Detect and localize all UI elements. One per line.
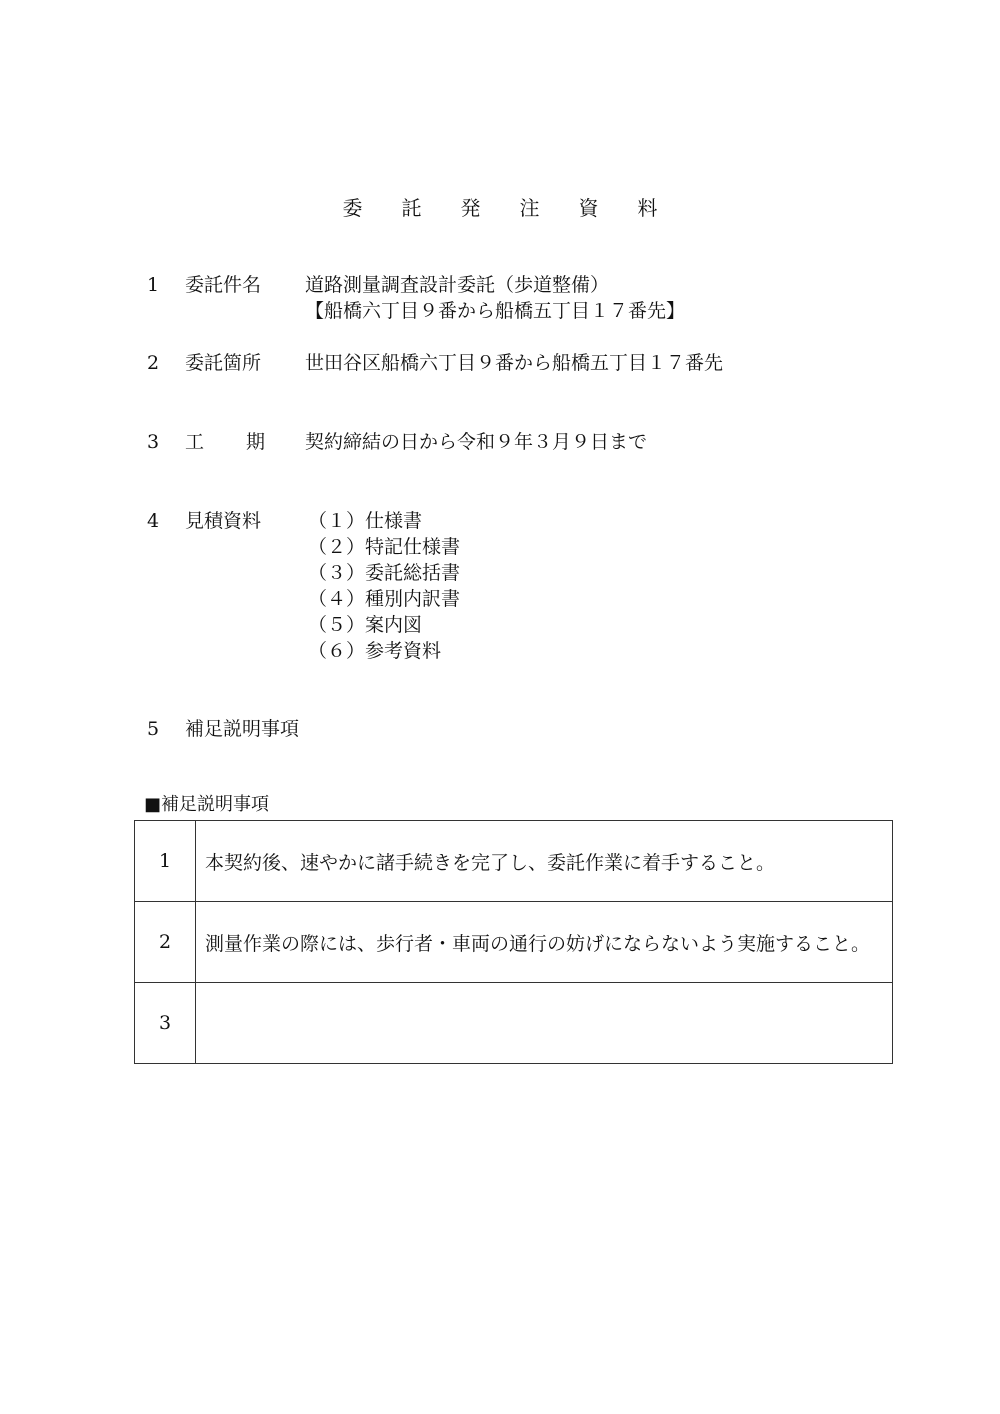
title-char: 託 [401,196,422,220]
remarks-table-caption: ■補足説明事項 [144,794,270,815]
title-char: 資 [578,196,599,220]
section-4-number: 4 [147,510,160,532]
estimate-doc-item: （４）種別内訳書 [308,588,461,610]
section-3-value: 契約締結の日から令和９年３月９日まで [305,431,648,453]
row-text: 本契約後、速やかに諸手続きを完了し、委託作業に着手すること。 [196,821,893,902]
section-1-value-line2: 【船橋六丁目９番から船橋五丁目１７番先】 [305,300,686,322]
document-title [0,198,1000,218]
row-number: 1 [135,821,196,902]
section-2-value: 世田谷区船橋六丁目９番から船橋五丁目１７番先 [305,352,724,374]
section-2-label: 委託箇所 [185,352,262,374]
section-3-label-char-a: 工 [185,431,205,453]
section-5-label: 補足説明事項 [185,718,300,740]
section-1-label: 委託件名 [185,274,262,296]
title-char: 料 [637,196,658,220]
table-row [135,983,893,1064]
estimate-doc-item: （５）案内図 [308,614,423,636]
estimate-doc-item: （６）参考資料 [308,640,442,662]
table-row [135,821,893,902]
row-number: 2 [135,902,196,983]
row-text: 測量作業の際には、歩行者・車両の通行の妨げにならないよう実施すること。 [196,902,893,983]
section-1-value-line1: 道路測量調査設計委託（歩道整備） [305,274,610,296]
estimate-doc-item: （２）特記仕様書 [308,536,461,558]
row-number: 3 [135,983,196,1064]
estimate-doc-item: （１）仕様書 [308,510,423,532]
section-1-number: 1 [147,274,160,296]
row-text [196,983,893,1064]
section-2-number: 2 [147,352,160,374]
section-5-number: 5 [147,718,160,740]
section-3-label-char-b: 期 [245,431,265,453]
remarks-table [134,820,893,1064]
title-char: 注 [519,196,540,220]
section-3-label [185,433,265,452]
section-4-label: 見積資料 [185,510,262,532]
estimate-doc-item: （３）委託総括書 [308,562,461,584]
title-char: 委 [342,196,363,220]
section-3-number: 3 [147,431,160,453]
table-row [135,902,893,983]
title-char: 発 [460,196,481,220]
